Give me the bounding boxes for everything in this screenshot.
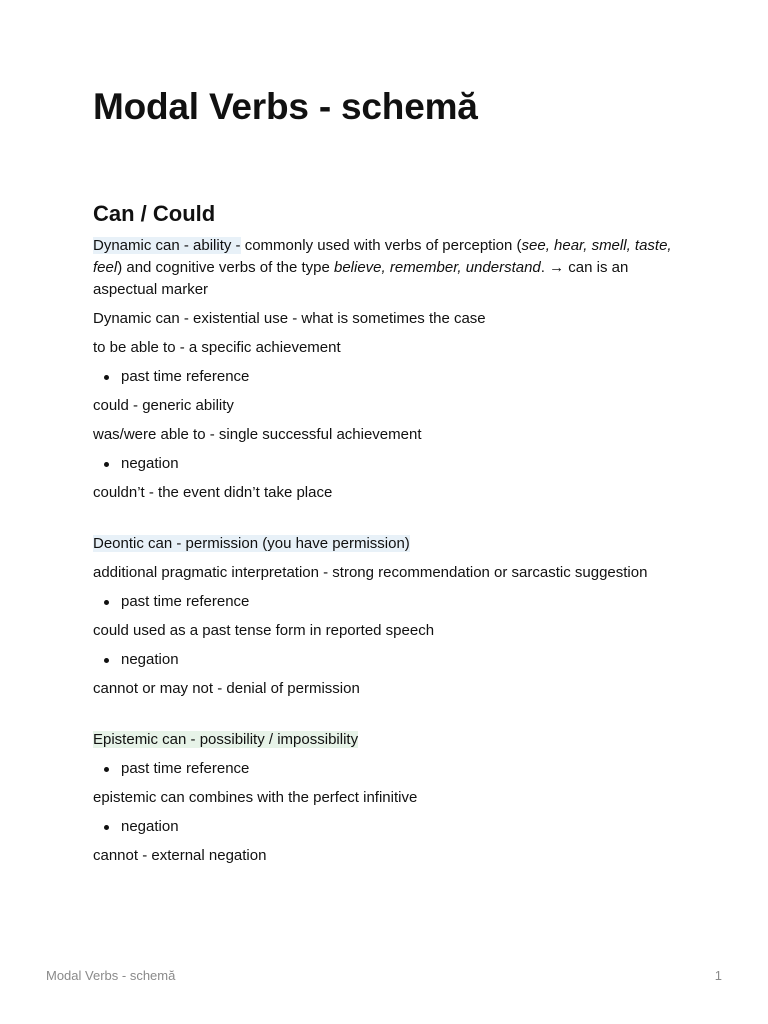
perfect-infinitive-paragraph: epistemic can combines with the perfect infinitive	[93, 789, 418, 806]
be-able-to-paragraph: to be able to - a specific achievement	[93, 339, 341, 356]
dynamic-ability-text-1: commonly used with verbs of perception (	[240, 237, 522, 254]
deontic-highlight: Deontic can - permission (you have permission)	[93, 535, 410, 552]
spacer	[93, 707, 683, 729]
dynamic-ability-text-3: . → can is an aspectual marker	[93, 259, 629, 298]
list-item: negation	[93, 453, 683, 475]
external-negation-paragraph: cannot - external negation	[93, 847, 267, 864]
spacer	[93, 511, 683, 533]
denial-permission-paragraph: cannot or may not - denial of permission	[93, 680, 360, 697]
reported-speech-paragraph: could used as a past tense form in reported speech	[93, 622, 435, 639]
dynamic-existential-paragraph: Dynamic can - existential use - what is sometimes the case	[93, 310, 486, 327]
epistemic-heading	[93, 729, 683, 751]
list-item: negation	[93, 816, 683, 838]
deontic-pragmatic-paragraph: additional pragmatic interpretation - strong recommendation or sarcastic suggestion	[93, 564, 648, 581]
dynamic-ability-paragraph	[93, 235, 683, 301]
bullet-list	[93, 366, 683, 388]
dynamic-ability-highlight: Dynamic can - ability -	[93, 237, 241, 254]
epistemic-highlight: Epistemic can - possibility / impossibility	[93, 731, 359, 748]
cognitive-verbs-italic: believe, remember, understand	[333, 259, 541, 276]
bullet-list	[93, 758, 683, 780]
list-item: past time reference	[93, 758, 683, 780]
deontic-heading	[93, 533, 683, 555]
footer-document-name: Modal Verbs - schemă	[46, 968, 176, 983]
was-were-able-paragraph: was/were able to - single successful achievement	[93, 426, 422, 443]
section-content	[93, 235, 683, 874]
bullet-list	[93, 453, 683, 475]
dynamic-ability-text-2: ) and cognitive verbs of the type	[117, 259, 334, 276]
bullet-list	[93, 649, 683, 671]
bullet-list	[93, 816, 683, 838]
list-item: past time reference	[93, 591, 683, 613]
footer-page-number: 1	[714, 968, 722, 983]
list-item: negation	[93, 649, 683, 671]
document-title: Modal Verbs - schemă	[93, 86, 478, 127]
bullet-list	[93, 591, 683, 613]
couldnt-paragraph: couldn’t - the event didn’t take place	[93, 484, 333, 501]
perception-verbs-italic: see, hear, smell, taste, feel	[93, 237, 672, 276]
section-heading-can-could: Can / Could	[93, 201, 216, 226]
list-item: past time reference	[93, 366, 683, 388]
could-generic-paragraph: could - generic ability	[93, 397, 234, 414]
